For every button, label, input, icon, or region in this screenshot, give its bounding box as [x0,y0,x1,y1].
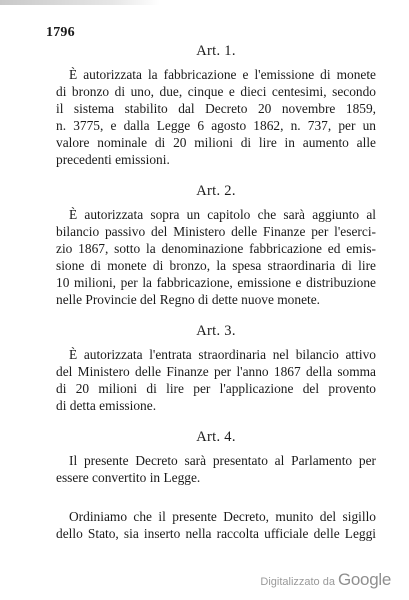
article-3-text [56,346,376,414]
article-2-title: Art. 2. [196,183,236,199]
text-line: di bronzo di uno, due, cinque e dieci centesimi, secondo [56,84,376,99]
article-3-title: Art. 3. [196,323,236,339]
page-number: 1796 [46,25,75,40]
text-line: nelle Provincie del Regno di dette nuove monete. [56,292,321,307]
text-line: essere convertito in Legge. [56,470,201,485]
text-line: valore nominale di 20 milioni di lire in aumento alle [56,135,376,150]
text-line: di detta emissione. [56,398,157,413]
article-2-text [56,206,376,308]
text-line: del Ministero delle Finanze per l'anno 1867 della somma [56,364,376,379]
text-line: 10 milioni, per la fabbricazione, emissione e distribuzione [56,275,376,290]
text-line: zio 1867, sotto la denominazione fabbricazione ed emis- [56,241,376,256]
closing-text [56,508,376,542]
text-line: di 20 milioni di lire per l'applicazione del provento [56,381,376,396]
scan-edge-strip [0,0,160,5]
text-line: È autorizzata sopra un capitolo che sarà aggiunto al [69,207,376,222]
text-line: È autorizzata la fabbricazione e l'emissione di monete [69,67,376,82]
text-line: n. 3775, e dalla Legge 6 agosto 1862, n. 737, per un [56,118,376,133]
article-4-title: Art. 4. [196,429,236,445]
watermark-prefix: Digitalizzato da [260,576,335,588]
text-line: È autorizzata l'entrata straordinaria nel bilancio attivo [69,347,376,362]
document-body [56,42,376,542]
text-line: sione di monete di bronzo, la spesa straordinaria di lire [56,258,376,273]
article-1-text [56,66,376,168]
google-logo: Google [337,570,391,589]
text-line: precedenti emissioni. [56,152,170,167]
text-line: Ordiniamo che il presente Decreto, munito del sigillo [69,509,376,524]
article-1-title: Art. 1. [196,43,236,59]
text-line: bilancio passivo del Ministero delle Finanze per l'eserci- [56,224,376,239]
article-4-text [56,452,376,486]
digitization-watermark [260,570,391,590]
text-line: il sistema stabilito dal Decreto 20 novembre 1859, [56,101,376,116]
text-line: Il presente Decreto sarà presentato al Parlamento per [69,453,376,468]
text-line: dello Stato, sia inserto nella raccolta ufficiale delle Leggi [56,526,376,541]
